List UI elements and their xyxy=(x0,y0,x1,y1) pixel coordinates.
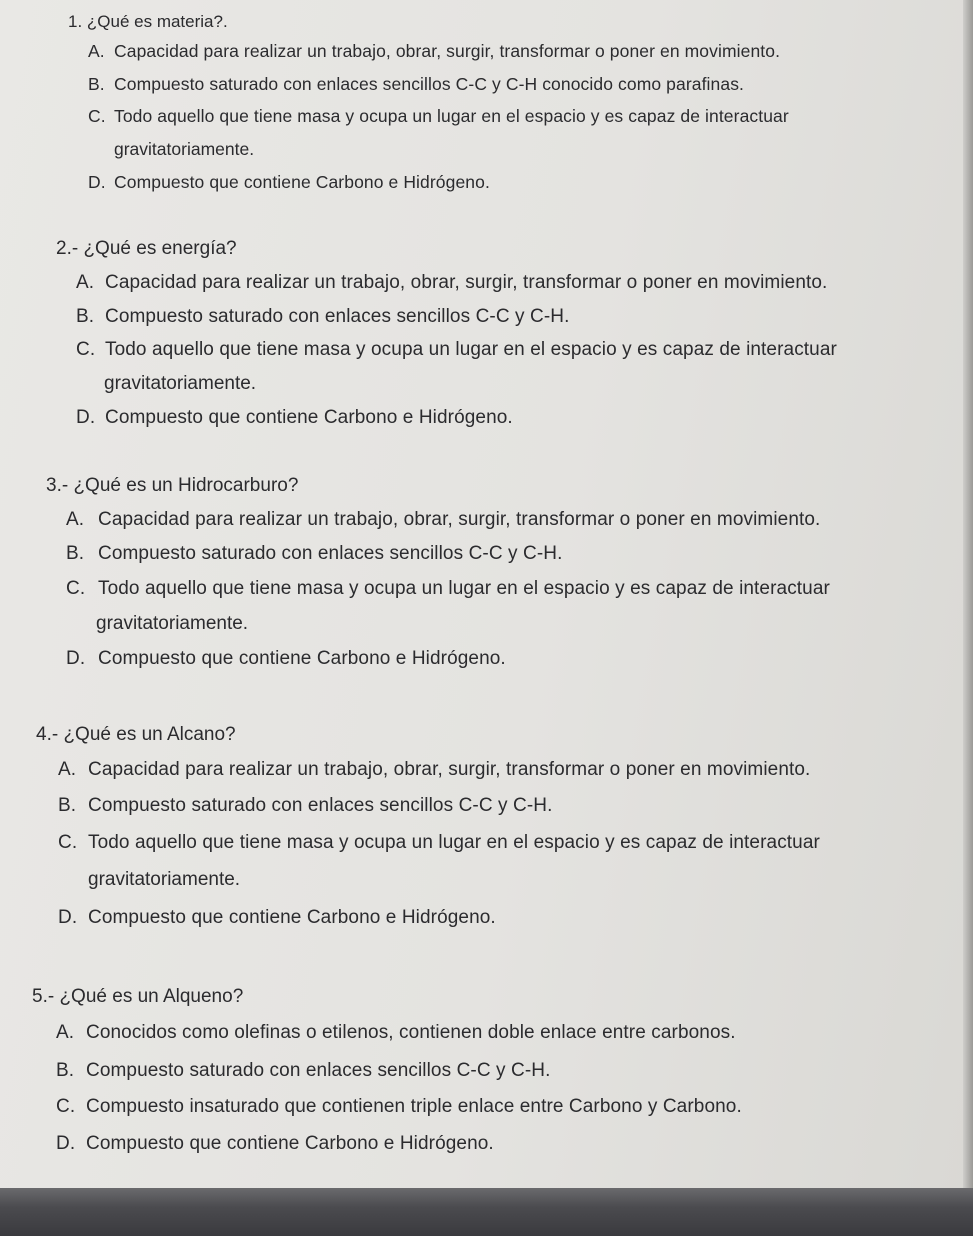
option-text: Todo aquello que tiene masa y ocupa un lugar en el espacio y es capaz de interactuar xyxy=(88,832,820,853)
option-letter: D. xyxy=(66,648,86,669)
option-text: Compuesto saturado con enlaces sencillos C-C y C-H. xyxy=(105,306,570,327)
option-letter: B. xyxy=(88,74,105,94)
option-text: Compuesto que contiene Carbono e Hidrógeno. xyxy=(98,648,506,669)
option-a xyxy=(76,272,827,294)
option-text: Capacidad para realizar un trabajo, obrar, surgir, transformar o poner en movimiento. xyxy=(114,41,781,61)
option-continuation: gravitatoriamente. xyxy=(88,869,241,890)
option-letter: C. xyxy=(76,339,96,360)
table-surface xyxy=(0,1188,973,1236)
option-letter: B. xyxy=(66,543,85,564)
option-a xyxy=(56,1022,736,1044)
option-text: Compuesto que contiene Carbono e Hidrógeno. xyxy=(86,1133,494,1154)
option-letter: B. xyxy=(58,795,77,816)
option-letter: D. xyxy=(56,1133,76,1154)
option-c xyxy=(88,106,789,127)
option-text: Compuesto que contiene Carbono e Hidrógeno. xyxy=(105,407,513,428)
option-a xyxy=(88,41,780,62)
question-title: 1. ¿Qué es materia?. xyxy=(68,12,228,31)
option-letter: A. xyxy=(66,509,85,530)
option-c xyxy=(76,339,837,361)
question-title: 2.- ¿Qué es energía? xyxy=(56,238,237,259)
option-b xyxy=(76,306,569,328)
option-text: Compuesto que contiene Carbono e Hidrógeno. xyxy=(88,907,496,928)
option-letter: C. xyxy=(88,106,106,126)
option-text: Compuesto saturado con enlaces sencillos C-C y C-H. xyxy=(88,795,553,816)
option-d xyxy=(58,907,496,929)
option-b xyxy=(66,543,562,565)
option-text: Compuesto saturado con enlaces sencillos C-C y C-H conocido como parafinas. xyxy=(114,74,745,94)
option-text: Compuesto que contiene Carbono e Hidrógeno. xyxy=(114,172,490,192)
option-text: Compuesto saturado con enlaces sencillos C-C y C-H. xyxy=(98,543,563,564)
option-continuation: gravitatoriamente. xyxy=(96,613,249,634)
option-text: Capacidad para realizar un trabajo, obrar, surgir, transformar o poner en movimiento. xyxy=(88,759,811,780)
option-a xyxy=(66,509,820,531)
option-letter: B. xyxy=(76,306,95,327)
option-text: Compuesto insaturado que contienen triple enlace entre Carbono y Carbono. xyxy=(86,1096,742,1117)
option-text: Todo aquello que tiene masa y ocupa un lugar en el espacio y es capaz de interactuar xyxy=(98,578,830,599)
question-title: 3.- ¿Qué es un Hidrocarburo? xyxy=(46,475,299,496)
option-b xyxy=(58,795,552,817)
option-continuation: gravitatoriamente. xyxy=(104,373,257,394)
option-a xyxy=(58,759,810,781)
option-letter: B. xyxy=(56,1060,75,1081)
option-continuation: gravitatoriamente. xyxy=(114,139,255,159)
option-text: Compuesto saturado con enlaces sencillos C-C y C-H. xyxy=(86,1060,551,1081)
option-b xyxy=(56,1060,550,1082)
option-letter: D. xyxy=(76,407,96,428)
option-c xyxy=(66,578,830,600)
option-d xyxy=(56,1133,494,1155)
option-c xyxy=(56,1096,742,1118)
option-d xyxy=(76,407,513,429)
question-title: 5.- ¿Qué es un Alqueno? xyxy=(32,986,244,1007)
paper-edge xyxy=(963,0,973,1190)
option-letter: C. xyxy=(66,578,86,599)
option-letter: C. xyxy=(56,1096,76,1117)
option-text: Capacidad para realizar un trabajo, obrar, surgir, transformar o poner en movimiento. xyxy=(105,272,828,293)
option-letter: D. xyxy=(88,172,106,192)
option-d xyxy=(66,648,506,670)
option-letter: A. xyxy=(76,272,95,293)
option-letter: A. xyxy=(58,759,77,780)
option-text: Capacidad para realizar un trabajo, obrar, surgir, transformar o poner en movimiento. xyxy=(98,509,821,530)
option-letter: A. xyxy=(88,41,105,61)
question-title: 4.- ¿Qué es un Alcano? xyxy=(36,724,236,745)
option-letter: D. xyxy=(58,907,78,928)
option-text: Conocidos como olefinas o etilenos, contienen doble enlace entre carbonos. xyxy=(86,1022,736,1043)
option-text: Todo aquello que tiene masa y ocupa un lugar en el espacio y es capaz de interactuar xyxy=(114,106,789,126)
option-d xyxy=(88,172,490,193)
option-c xyxy=(58,832,820,854)
option-text: Todo aquello que tiene masa y ocupa un lugar en el espacio y es capaz de interactuar xyxy=(105,339,837,360)
option-letter: C. xyxy=(58,832,78,853)
option-b xyxy=(88,74,744,95)
option-letter: A. xyxy=(56,1022,75,1043)
